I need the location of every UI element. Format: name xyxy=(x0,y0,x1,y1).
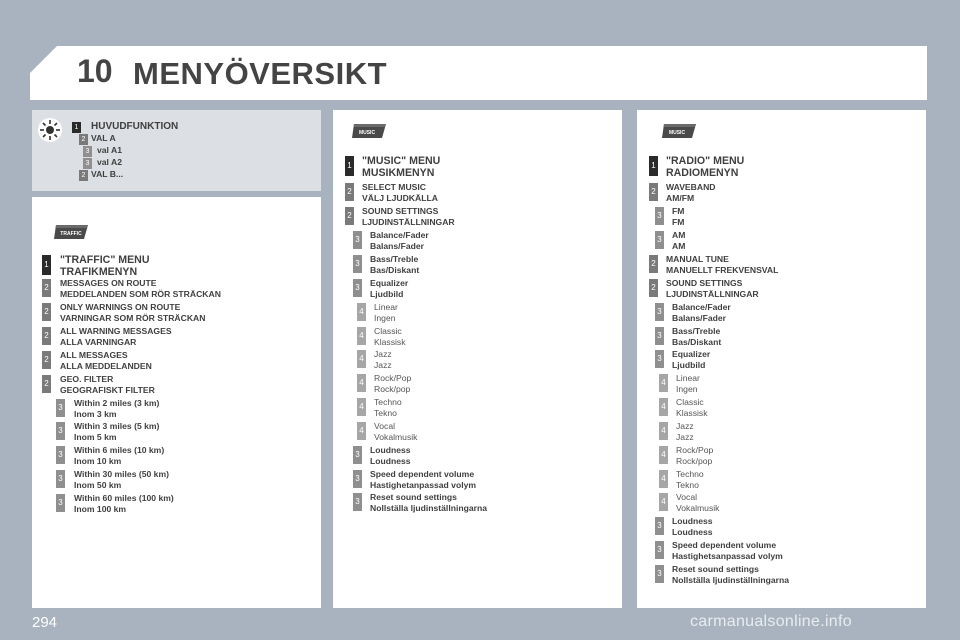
menu-entry xyxy=(676,445,713,467)
level-badge: 4 xyxy=(659,374,668,392)
menu-entry-primary: Speed dependent volume xyxy=(672,540,777,550)
legend-label: val A2 xyxy=(97,157,123,167)
menu-entry-primary: ALL WARNING MESSAGES xyxy=(60,326,172,336)
menu-entry-primary: Within 2 miles (3 km) xyxy=(74,398,160,408)
menu-entry-primary: "RADIO" MENU xyxy=(666,155,745,167)
menu-entry-primary: Classic xyxy=(374,326,402,336)
menu-entry-primary: Linear xyxy=(676,373,700,383)
menu-entry xyxy=(74,398,159,420)
level-badge: 3 xyxy=(56,494,65,512)
level-badge: 4 xyxy=(659,470,668,488)
menu-entry-primary: SOUND SETTINGS xyxy=(362,206,439,216)
level-badge: 3 xyxy=(353,493,362,511)
menu-entry-translation: Hastighetanpassad volym xyxy=(370,480,477,491)
menu-entry xyxy=(374,349,392,371)
level-badge: 4 xyxy=(659,446,668,464)
menu-entry xyxy=(374,421,417,443)
legend-level-badge: 3 xyxy=(83,158,92,169)
menu-entry-translation: Inom 50 km xyxy=(74,480,122,491)
menu-entry-translation: Nollställa ljudinställningarna xyxy=(370,503,487,514)
page-number: 294 xyxy=(32,614,58,631)
menu-entry-translation: ALLA MEDDELANDEN xyxy=(60,361,152,372)
menu-entry xyxy=(676,421,694,443)
menu-entry-primary: "MUSIC" MENU xyxy=(362,155,441,167)
level-badge: 3 xyxy=(353,279,362,297)
level-badge: 4 xyxy=(357,327,366,345)
menu-entry-translation: Tekno xyxy=(676,480,699,491)
radio-icon-label: MUSIC xyxy=(668,130,686,136)
level-badge: 4 xyxy=(659,422,668,440)
menu-entry-translation: RADIOMENYN xyxy=(666,167,739,179)
menu-entry-primary: Rock/Pop xyxy=(676,445,714,455)
legend-label: VAL A xyxy=(91,133,116,143)
menu-entry-translation: Balans/Fader xyxy=(370,241,424,252)
level-badge: 2 xyxy=(42,327,51,345)
menu-entry-translation: Bas/Diskant xyxy=(672,337,722,348)
menu-entry-translation: Ingen xyxy=(374,313,396,324)
menu-entry-primary: Vocal xyxy=(676,492,698,502)
menu-entry xyxy=(74,493,174,515)
menu-entry xyxy=(370,230,429,252)
menu-entry xyxy=(676,492,719,514)
menu-entry-primary: Balance/Fader xyxy=(672,302,731,312)
menu-entry xyxy=(60,278,221,300)
sun-icon xyxy=(37,117,63,143)
menu-entry xyxy=(362,155,440,179)
menu-entry-translation: Nollställa ljudinställningarna xyxy=(672,575,789,586)
menu-entry-primary: SELECT MUSIC xyxy=(362,182,426,192)
menu-entry xyxy=(666,182,716,204)
menu-entry xyxy=(374,397,402,419)
menu-entry-translation: Balans/Fader xyxy=(672,313,726,324)
menu-entry-primary: Equalizer xyxy=(370,278,409,288)
level-badge: 2 xyxy=(345,183,354,201)
menu-entry xyxy=(666,254,778,276)
menu-entry-primary: Within 30 miles (50 km) xyxy=(74,469,169,479)
menu-entry-primary: Techno xyxy=(676,469,704,479)
menu-entry xyxy=(374,302,398,324)
menu-entry-translation: Inom 10 km xyxy=(74,456,122,467)
level-badge: 2 xyxy=(42,375,51,393)
menu-entry-translation: Jazz xyxy=(374,360,392,371)
menu-entry-primary: SOUND SETTINGS xyxy=(666,278,743,288)
level-badge: 3 xyxy=(655,565,664,583)
menu-entry xyxy=(60,350,152,372)
menu-entry-primary: WAVEBAND xyxy=(666,182,716,192)
menu-entry-primary: Within 60 miles (100 km) xyxy=(74,493,174,503)
menu-entry-primary: AM xyxy=(672,230,686,240)
menu-entry-primary: Reset sound settings xyxy=(672,564,759,574)
menu-entry-translation: LJUDINSTÄLLNINGAR xyxy=(666,289,759,300)
menu-entry-primary: GEO. FILTER xyxy=(60,374,114,384)
level-badge: 3 xyxy=(655,327,664,345)
menu-entry xyxy=(362,182,438,204)
menu-entry-translation: VARNINGAR SOM RÖR STRÄCKAN xyxy=(60,313,206,324)
menu-entry-primary: Equalizer xyxy=(672,349,711,359)
menu-entry-translation: TRAFIKMENYN xyxy=(60,266,138,278)
watermark-text: carmanualsonline.info xyxy=(690,613,852,630)
menu-entry-translation: Hastighetsanpassad volym xyxy=(672,551,783,562)
music-button-icon xyxy=(350,122,390,140)
menu-entry-primary: Techno xyxy=(374,397,402,407)
menu-entry xyxy=(370,469,476,491)
menu-entry-translation: Ljudbild xyxy=(370,289,404,300)
menu-entry-translation: Loudness xyxy=(370,456,411,467)
menu-entry-translation: GEOGRAFISKT FILTER xyxy=(60,385,155,396)
menu-entry-translation: Inom 3 km xyxy=(74,409,117,420)
menu-entry xyxy=(60,302,205,324)
legend-level-badge: 2 xyxy=(79,170,88,181)
menu-entry-primary: Jazz xyxy=(676,421,694,431)
menu-entry-translation: Ljudbild xyxy=(672,360,706,371)
menu-entry-translation: MUSIKMENYN xyxy=(362,167,435,179)
menu-entry-primary: MANUAL TUNE xyxy=(666,254,729,264)
level-badge: 3 xyxy=(56,470,65,488)
level-badge: 3 xyxy=(655,231,664,249)
menu-entry xyxy=(676,469,704,491)
menu-entry-primary: MESSAGES ON ROUTE xyxy=(60,278,157,288)
menu-entry-primary: Balance/Fader xyxy=(370,230,429,240)
level-badge: 3 xyxy=(353,470,362,488)
menu-entry-primary: Reset sound settings xyxy=(370,492,457,502)
level-badge: 2 xyxy=(649,279,658,297)
level-badge: 4 xyxy=(357,422,366,440)
music-icon-label: MUSIC xyxy=(358,130,376,136)
legend-level-badge: 2 xyxy=(79,134,88,145)
menu-entry-translation: Loudness xyxy=(672,527,713,538)
level-badge: 4 xyxy=(659,493,668,511)
level-badge: 1 xyxy=(649,156,658,176)
menu-entry-primary: Loudness xyxy=(672,516,713,526)
menu-entry xyxy=(370,254,419,276)
menu-entry-primary: Linear xyxy=(374,302,398,312)
menu-entry-translation: Jazz xyxy=(676,432,694,443)
menu-entry-primary: Speed dependent volume xyxy=(370,469,475,479)
level-badge: 3 xyxy=(56,446,65,464)
menu-entry xyxy=(362,206,455,228)
menu-entry-primary: FM xyxy=(672,206,685,216)
menu-entry xyxy=(74,445,164,467)
menu-entry-translation: LJUDINSTÄLLNINGAR xyxy=(362,217,455,228)
level-badge: 4 xyxy=(659,398,668,416)
menu-entry-translation: VÄLJ LJUDKÄLLA xyxy=(362,193,438,204)
menu-entry-primary: Within 6 miles (10 km) xyxy=(74,445,165,455)
level-badge: 2 xyxy=(42,351,51,369)
level-badge: 2 xyxy=(649,183,658,201)
menu-entry-translation: ALLA VARNINGAR xyxy=(60,337,137,348)
level-badge: 4 xyxy=(357,350,366,368)
menu-entry xyxy=(666,278,759,300)
menu-entry-primary: Vocal xyxy=(374,421,396,431)
level-badge: 2 xyxy=(42,303,51,321)
menu-entry xyxy=(370,492,487,514)
legend-label: val A1 xyxy=(97,145,123,155)
menu-entry-translation: AM xyxy=(672,241,686,252)
menu-entry xyxy=(374,326,406,348)
menu-entry xyxy=(672,206,684,228)
menu-entry xyxy=(672,326,721,348)
menu-entry-translation: Rock/pop xyxy=(374,384,411,395)
menu-entry-primary: Bass/Treble xyxy=(370,254,419,264)
level-badge: 3 xyxy=(56,399,65,417)
menu-entry xyxy=(672,516,713,538)
menu-entry xyxy=(370,278,408,300)
level-badge: 3 xyxy=(56,422,65,440)
menu-entry-translation: Klassisk xyxy=(676,408,708,419)
level-badge: 4 xyxy=(357,398,366,416)
level-badge: 2 xyxy=(345,207,354,225)
menu-entry-translation: MANUELLT FREKVENSVAL xyxy=(666,265,779,276)
menu-entry-translation: FM xyxy=(672,217,685,228)
menu-entry-primary: Within 3 miles (5 km) xyxy=(74,421,160,431)
menu-entry-translation: Tekno xyxy=(374,408,397,419)
menu-entry xyxy=(672,564,789,586)
level-badge: 3 xyxy=(655,303,664,321)
menu-entry xyxy=(374,373,411,395)
menu-entry xyxy=(672,540,783,562)
level-badge: 3 xyxy=(655,541,664,559)
menu-entry xyxy=(74,469,169,491)
menu-entry-translation: Klassisk xyxy=(374,337,406,348)
menu-entry xyxy=(672,230,685,252)
level-badge: 1 xyxy=(345,156,354,176)
menu-entry xyxy=(672,349,710,371)
traffic-icon-label: TRAFFIC xyxy=(60,231,82,237)
chapter-title: MENYÖVERSIKT xyxy=(133,56,388,91)
menu-entry xyxy=(676,397,708,419)
menu-entry xyxy=(676,373,700,395)
legend-label: VAL B... xyxy=(91,169,124,179)
menu-entry-translation: Vokalmusik xyxy=(676,503,720,514)
legend-level-badge: 1 xyxy=(72,122,81,133)
menu-entry-primary: ALL MESSAGES xyxy=(60,350,128,360)
menu-entry-primary: Classic xyxy=(676,397,704,407)
menu-entry-translation: AM/FM xyxy=(666,193,695,204)
legend-label: HUVUDFUNKTION xyxy=(91,121,179,132)
menu-entry-primary: Rock/Pop xyxy=(374,373,412,383)
menu-entry-primary: Bass/Treble xyxy=(672,326,721,336)
menu-entry xyxy=(60,326,172,348)
level-badge: 4 xyxy=(357,374,366,392)
level-badge: 3 xyxy=(655,517,664,535)
level-badge: 3 xyxy=(353,231,362,249)
level-badge: 3 xyxy=(353,255,362,273)
menu-entry-primary: Jazz xyxy=(374,349,392,359)
menu-entry-translation: Inom 100 km xyxy=(74,504,127,515)
level-badge: 2 xyxy=(649,255,658,273)
menu-entry xyxy=(666,155,744,179)
level-badge: 3 xyxy=(655,350,664,368)
chapter-number: 10 xyxy=(77,53,113,89)
menu-entry-primary: "TRAFFIC" MENU xyxy=(60,254,150,266)
menu-entry-translation: Inom 5 km xyxy=(74,432,117,443)
level-badge: 3 xyxy=(655,207,664,225)
menu-entry-primary: Loudness xyxy=(370,445,411,455)
level-badge: 4 xyxy=(357,303,366,321)
menu-entry xyxy=(672,302,731,324)
menu-entry-translation: Rock/pop xyxy=(676,456,713,467)
level-badge: 1 xyxy=(42,255,51,275)
menu-entry xyxy=(60,374,155,396)
menu-entry xyxy=(74,421,159,443)
menu-entry-translation: MEDDELANDEN SOM RÖR STRÄCKAN xyxy=(60,289,221,300)
legend-level-badge: 3 xyxy=(83,146,92,157)
menu-entry xyxy=(60,254,150,278)
menu-entry xyxy=(370,445,411,467)
menu-entry-translation: Bas/Diskant xyxy=(370,265,420,276)
menu-entry-translation: Vokalmusik xyxy=(374,432,418,443)
level-badge: 3 xyxy=(353,446,362,464)
menu-entry-primary: ONLY WARNINGS ON ROUTE xyxy=(60,302,181,312)
radio-button-icon xyxy=(660,122,700,140)
traffic-button-icon xyxy=(52,223,92,241)
level-badge: 2 xyxy=(42,279,51,297)
menu-entry-translation: Ingen xyxy=(676,384,698,395)
